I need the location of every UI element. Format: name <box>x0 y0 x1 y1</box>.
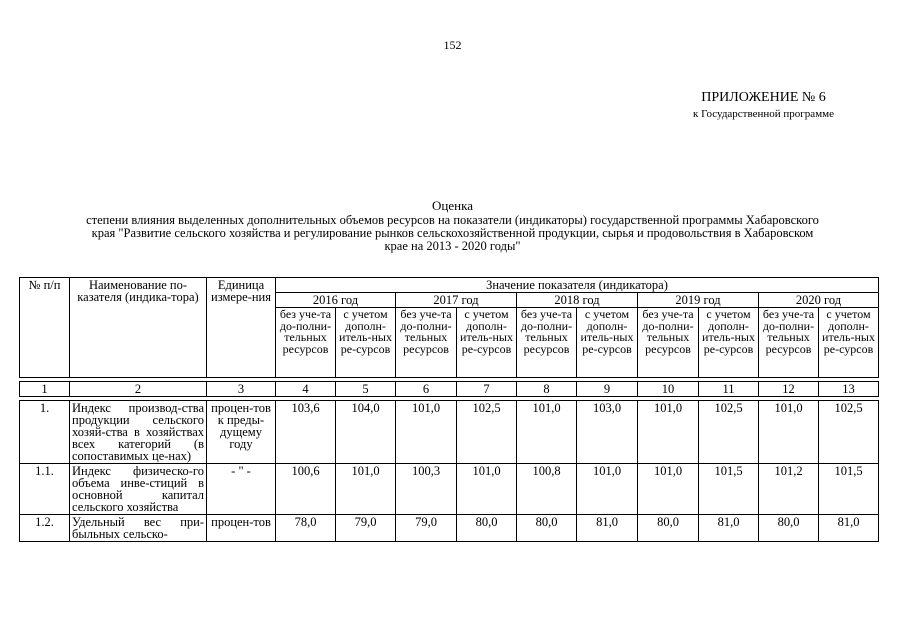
value-cell: 104,0 <box>336 401 396 464</box>
value-cell: 81,0 <box>577 515 638 542</box>
value-cell: 102,5 <box>819 401 879 464</box>
value-cell: 103,6 <box>276 401 336 464</box>
header-without-resources: без уче-та до-полни-тельных ресурсов <box>517 308 577 378</box>
value-cell: 100,3 <box>396 464 457 515</box>
value-cell: 101,0 <box>457 464 517 515</box>
header-with-resources: с учетом дополн-итель-ных ре-сурсов <box>457 308 517 378</box>
header-without-resources: без уче-та до-полни-тельных ресурсов <box>276 308 336 378</box>
indicator-unit: процен-тов к преды-дущему году <box>207 401 276 464</box>
page-number: 152 <box>443 38 462 52</box>
value-cell: 101,0 <box>336 464 396 515</box>
value-cell: 102,5 <box>699 401 759 464</box>
row-number: 1.1. <box>20 464 70 515</box>
header-year: 2019 год <box>638 293 759 308</box>
header-year: 2018 год <box>517 293 638 308</box>
value-cell: 78,0 <box>276 515 336 542</box>
appendix-title: ПРИЛОЖЕНИЕ № 6 <box>701 90 826 105</box>
value-cell: 101,0 <box>759 401 819 464</box>
value-cell: 103,0 <box>577 401 638 464</box>
column-number: 4 <box>276 382 336 397</box>
value-cell: 79,0 <box>336 515 396 542</box>
value-cell: 101,0 <box>396 401 457 464</box>
header-year: 2016 год <box>276 293 396 308</box>
indicator-name: Индекс производ-ства продукции сельского хозяй-ства в хозяйствах всех категорий (в сопоставимых це-нах) <box>70 401 207 464</box>
column-number: 7 <box>457 382 517 397</box>
column-number: 9 <box>577 382 638 397</box>
indicator-name: Индекс физическо-го объема инве-стиций в основной капитал сельского хозяйства <box>70 464 207 515</box>
header-name: Наименование по-казателя (индика-тора) <box>70 278 207 378</box>
value-cell: 101,5 <box>819 464 879 515</box>
value-cell: 102,5 <box>457 401 517 464</box>
appendix-block <box>693 90 834 120</box>
table-row <box>20 401 879 464</box>
indicators-table <box>19 277 879 542</box>
value-cell: 80,0 <box>457 515 517 542</box>
header-num: № п/п <box>20 278 70 378</box>
column-number: 12 <box>759 382 819 397</box>
column-number: 13 <box>819 382 879 397</box>
column-number: 1 <box>20 382 70 397</box>
header-value: Значение показателя (индикатора) <box>276 278 879 293</box>
column-number: 11 <box>699 382 759 397</box>
header-without-resources: без уче-та до-полни-тельных ресурсов <box>759 308 819 378</box>
value-cell: 101,5 <box>699 464 759 515</box>
indicator-unit: процен-тов <box>207 515 276 542</box>
header-year: 2017 год <box>396 293 517 308</box>
header-without-resources: без уче-та до-полни-тельных ресурсов <box>638 308 699 378</box>
column-number: 3 <box>207 382 276 397</box>
column-number: 8 <box>517 382 577 397</box>
document-subtitle: степени влияния выделенных дополнительных объемов ресурсов на показатели (индикаторы) государственной программы Хабаровского края "Развитие сельского хозяйства и регулирование рынков сельскохозяйственной продукции, сырья и продовольствия в Хабаровском крае на 2013 - 2020 годы" <box>86 213 819 253</box>
header-with-resources: с учетом дополн-итель-ных ре-сурсов <box>336 308 396 378</box>
value-cell: 80,0 <box>517 515 577 542</box>
header-row-1 <box>20 278 879 293</box>
header-with-resources: с учетом дополн-итель-ных ре-сурсов <box>577 308 638 378</box>
column-number: 6 <box>396 382 457 397</box>
appendix-subtitle: к Государственной программе <box>693 108 834 120</box>
column-number: 5 <box>336 382 396 397</box>
indicator-unit: - " - <box>207 464 276 515</box>
value-cell: 81,0 <box>699 515 759 542</box>
indicator-name: Удельный вес при-быльных сельско- <box>70 515 207 542</box>
header-unit: Единица измере-ния <box>207 278 276 378</box>
column-number: 10 <box>638 382 699 397</box>
value-cell: 80,0 <box>638 515 699 542</box>
document-title: Оценка <box>432 198 473 213</box>
value-cell: 101,0 <box>577 464 638 515</box>
column-number-row <box>20 382 879 397</box>
value-cell: 101,2 <box>759 464 819 515</box>
column-number: 2 <box>70 382 207 397</box>
value-cell: 101,0 <box>638 401 699 464</box>
value-cell: 101,0 <box>638 464 699 515</box>
table-row <box>20 464 879 515</box>
value-cell: 81,0 <box>819 515 879 542</box>
row-number: 1.2. <box>20 515 70 542</box>
header-with-resources: с учетом дополн-итель-ных ре-сурсов <box>699 308 759 378</box>
value-cell: 100,8 <box>517 464 577 515</box>
value-cell: 101,0 <box>517 401 577 464</box>
value-cell: 79,0 <box>396 515 457 542</box>
value-cell: 100,6 <box>276 464 336 515</box>
row-number: 1. <box>20 401 70 464</box>
header-year: 2020 год <box>759 293 879 308</box>
value-cell: 80,0 <box>759 515 819 542</box>
header-without-resources: без уче-та до-полни-тельных ресурсов <box>396 308 457 378</box>
header-with-resources: с учетом дополн-итель-ных ре-сурсов <box>819 308 879 378</box>
table-row <box>20 515 879 542</box>
